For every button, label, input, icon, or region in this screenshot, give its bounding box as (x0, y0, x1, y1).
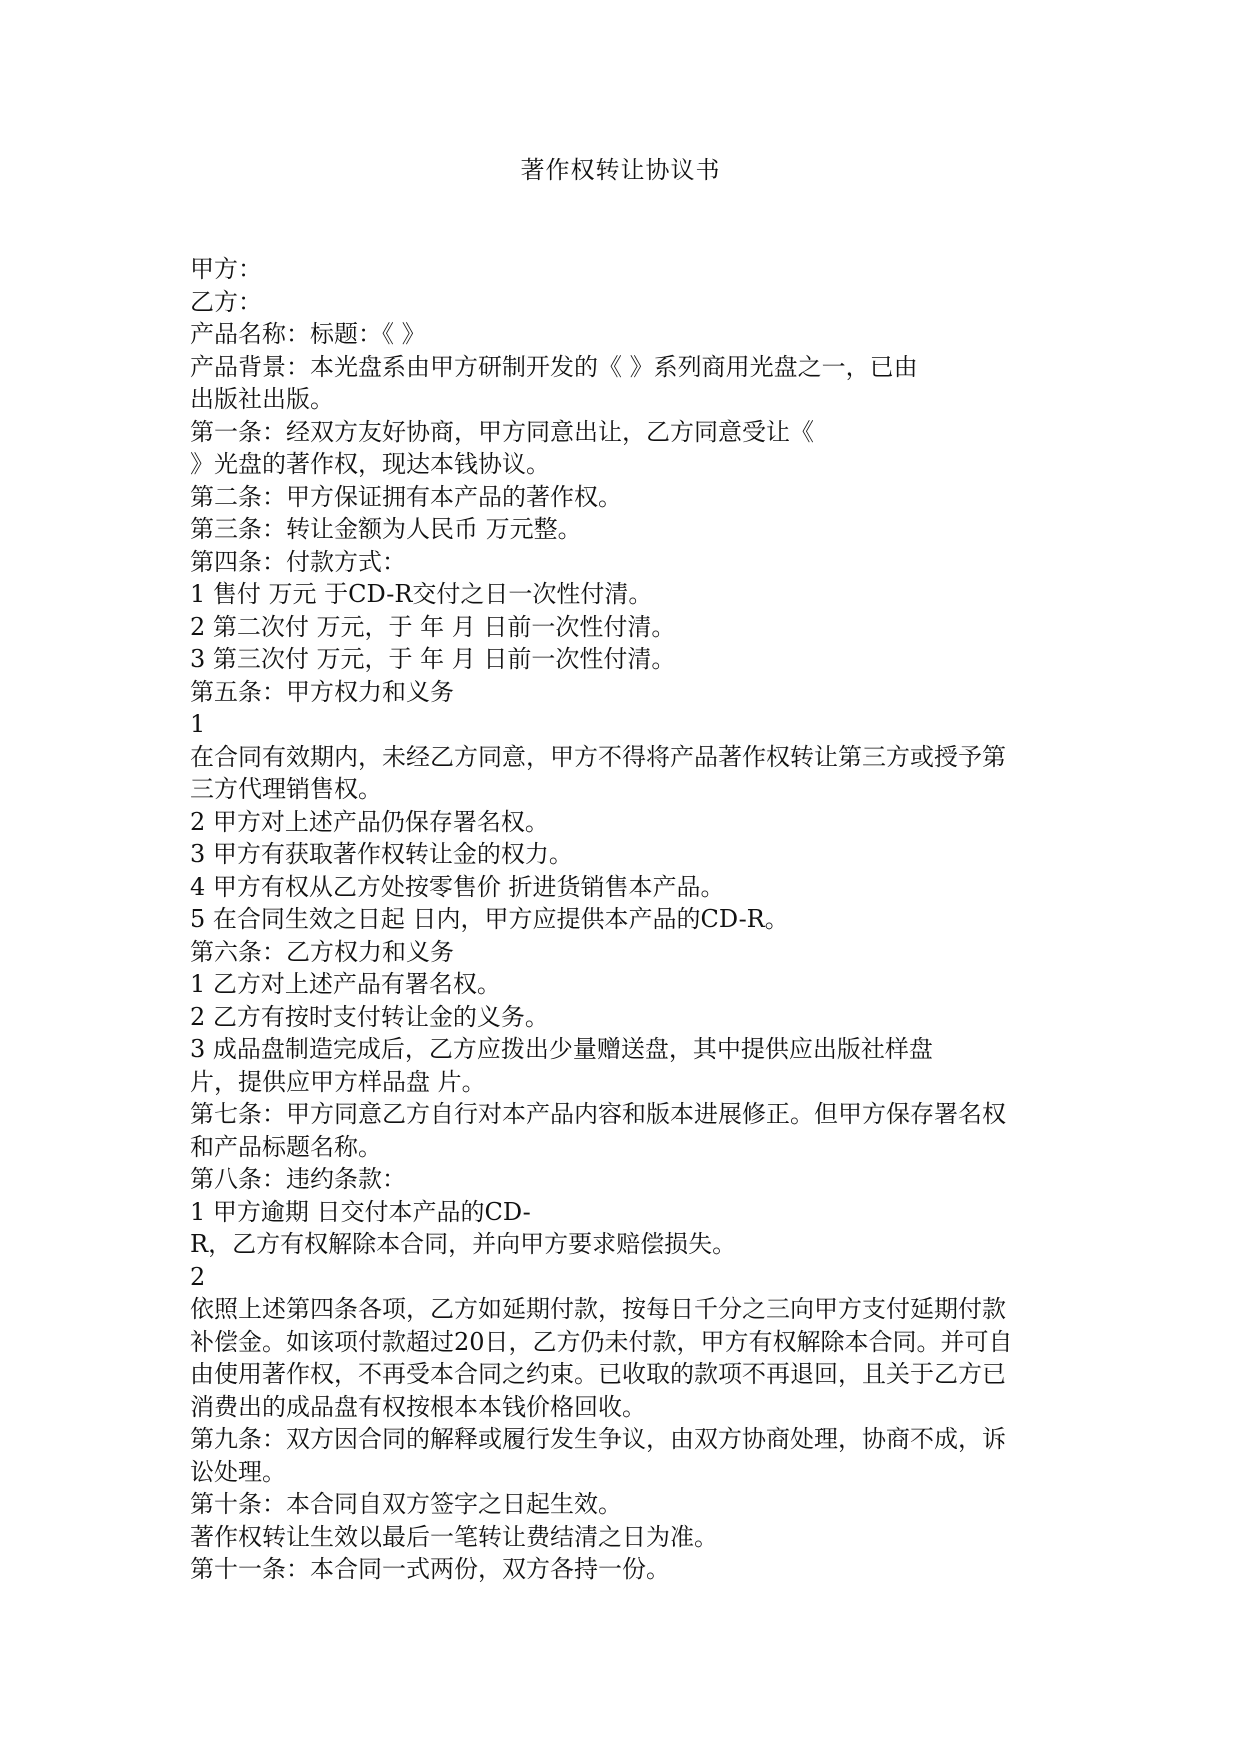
text-line: 第九条：双方因合同的解释或履行发生争议，由双方协商处理，协商不成，诉 (190, 1425, 1006, 1453)
text-line: 补偿金。如该项付款超过20日，乙方仍未付款，甲方有权解除本合同。并可自 (190, 1327, 1013, 1356)
text-line: 片，提供应甲方样品盘 片。 (190, 1067, 486, 1096)
text-line: 第四条：付款方式： (190, 547, 406, 576)
text-line: 1 售付 万元 于CD-R交付之日一次性付清。 (190, 580, 653, 608)
text-line: 第十一条：本合同一式两份，双方各持一份。 (190, 1555, 670, 1583)
text-line: 第七条：甲方同意乙方自行对本产品内容和版本进展修正。但甲方保存署名权 (190, 1100, 1006, 1128)
text-line: 第六条：乙方权力和义务 (190, 937, 454, 966)
document-title: 著作权转让协议书 (520, 156, 721, 184)
text-line: 3 第三次付 万元，于 年 月 日前一次性付清。 (190, 645, 676, 673)
text-line: 第十条：本合同自双方签字之日起生效。 (190, 1490, 622, 1518)
text-line: 消费出的成品盘有权按根本本钱价格回收。 (190, 1392, 646, 1421)
text-line: 》光盘的著作权，现达本钱协议。 (190, 450, 550, 478)
text-line: 3 甲方有获取著作权转让金的权力。 (190, 840, 573, 868)
text-line: 产品背景：本光盘系由甲方研制开发的《 》系列商用光盘之一，已由 (190, 352, 918, 381)
text-line: 在合同有效期内，未经乙方同意，甲方不得将产品著作权转让第三方或授予第 (190, 742, 1006, 771)
text-line: 第三条：转让金额为人民币 万元整。 (190, 515, 582, 543)
text-line: 第五条：甲方权力和义务 (190, 677, 454, 706)
text-line: 第二条：甲方保证拥有本产品的著作权。 (190, 482, 622, 511)
text-line: 3 成品盘制造完成后，乙方应拨出少量赠送盘，其中提供应出版社样盘 (190, 1035, 933, 1063)
text-line: 2 甲方对上述产品仍保存署名权。 (190, 807, 549, 836)
text-line: 第八条：违约条款： (190, 1165, 406, 1193)
text-line: R，乙方有权解除本合同，并向甲方要求赔偿损失。 (190, 1230, 737, 1258)
text-line: 产品名称：标题：《 》 (190, 320, 426, 348)
text-line: 4 甲方有权从乙方处按零售价 折进货销售本产品。 (190, 872, 725, 901)
text-line: 乙方： (190, 287, 262, 316)
text-line: 1 甲方逾期 日交付本产品的CD- (190, 1197, 531, 1226)
text-line: 2 第二次付 万元，于 年 月 日前一次性付清。 (190, 612, 676, 641)
document-body (190, 253, 1050, 1586)
text-line: 1 (190, 710, 206, 738)
text-line: 著作权转让生效以最后一笔转让费结清之日为准。 (190, 1522, 718, 1551)
text-line: 出版社出版。 (190, 385, 334, 413)
text-line: 1 乙方对上述产品有署名权。 (190, 970, 501, 998)
text-line: 5 在合同生效之日起 日内，甲方应提供本产品的CD-R。 (190, 905, 789, 933)
text-line: 2 (190, 1262, 206, 1291)
text-line: 讼处理。 (190, 1457, 286, 1486)
text-line: 依照上述第四条各项，乙方如延期付款，按每日千分之三向甲方支付延期付款 (190, 1295, 1006, 1323)
text-line: 由使用著作权，不再受本合同之约束。已收取的款项不再退回，且关于乙方已 (190, 1360, 1006, 1388)
text-line: 三方代理销售权。 (190, 775, 382, 803)
text-line: 甲方： (190, 255, 262, 283)
text-line: 第一条：经双方友好协商，甲方同意出让，乙方同意受让《 (190, 417, 814, 446)
text-line: 2 乙方有按时支付转让金的义务。 (190, 1002, 549, 1031)
text-line: 和产品标题名称。 (190, 1132, 382, 1161)
